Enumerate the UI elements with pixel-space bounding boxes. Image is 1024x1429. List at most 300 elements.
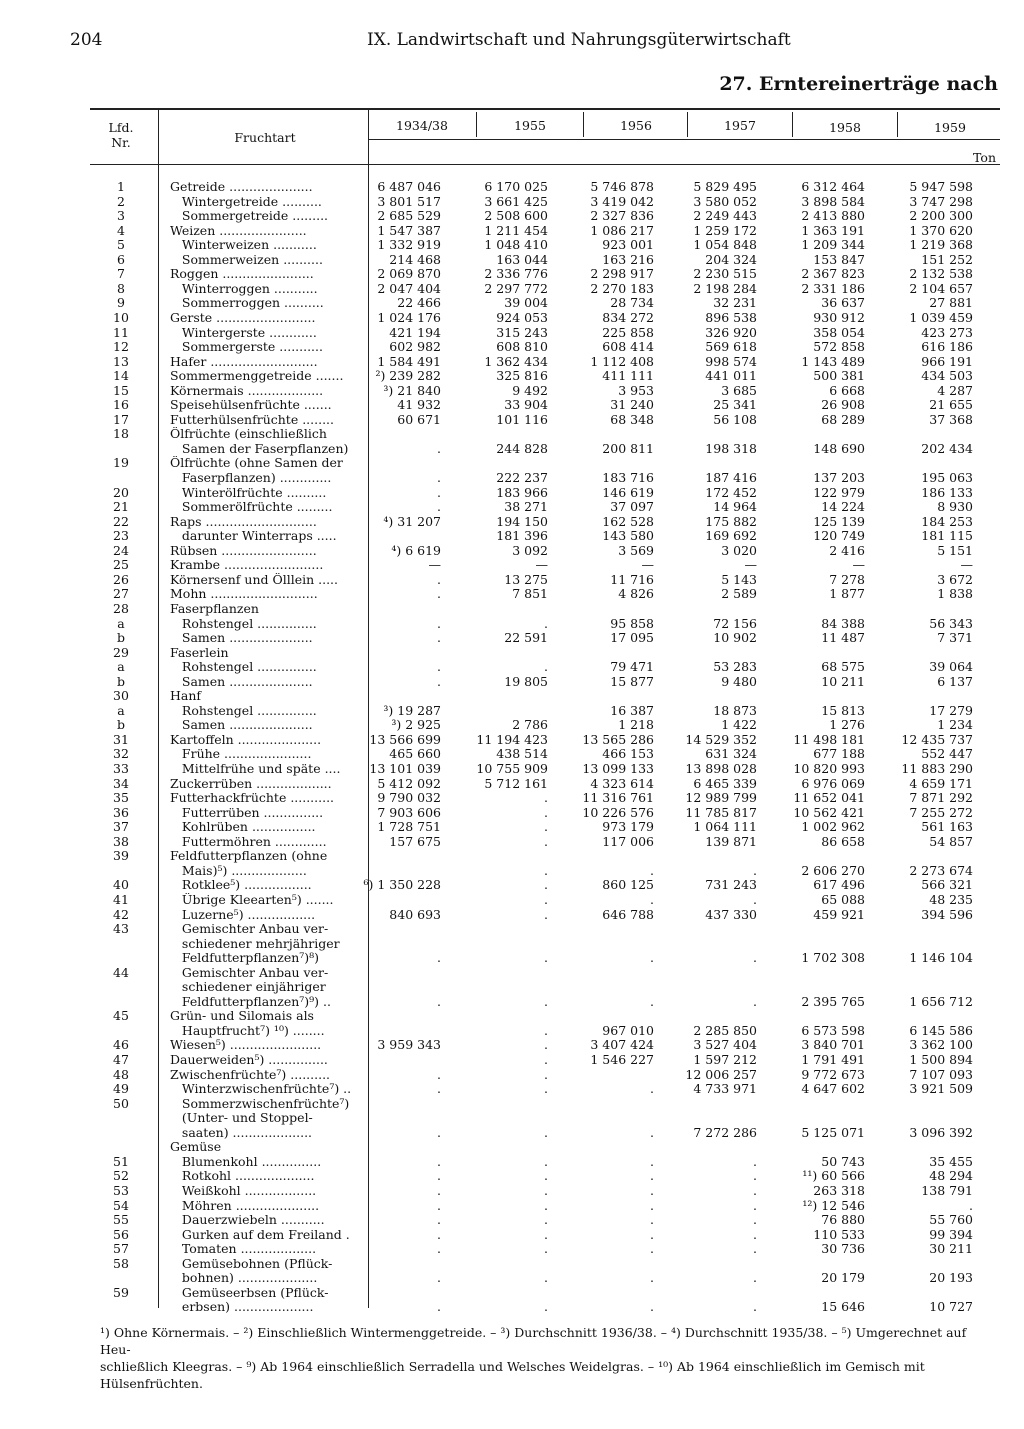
- page-number: 204: [70, 30, 103, 50]
- value-cell: 10 562 421: [793, 804, 865, 820]
- value-cell: .: [544, 950, 548, 966]
- value-cell: 175 882: [705, 513, 757, 529]
- value-cell: 1 838: [937, 586, 973, 602]
- value-cell: 5 125 071: [801, 1124, 865, 1140]
- crop-label: Faserpflanzen) .............: [170, 471, 332, 485]
- value-cell: 4 647 602: [801, 1081, 865, 1097]
- value-cell: 6 137: [937, 673, 973, 689]
- col-rule-2: [583, 112, 584, 137]
- value-cell: .: [753, 1182, 757, 1198]
- value-cell: 25 341: [713, 397, 757, 413]
- value-cell: .: [753, 950, 757, 966]
- value-cell: 79 471: [610, 659, 654, 675]
- value-cell: 7 107 093: [909, 1066, 973, 1082]
- value-cell: 4 826: [618, 586, 654, 602]
- value-cell: 11 652 041: [793, 790, 865, 806]
- value-cell: .: [437, 484, 441, 500]
- value-cell: .: [544, 659, 548, 675]
- value-cell: 552 447: [921, 746, 973, 762]
- value-cell: 13 565 286: [582, 731, 654, 747]
- value-cell: 99 394: [929, 1226, 973, 1242]
- value-cell: .: [437, 1241, 441, 1257]
- value-cell: 12 989 799: [685, 790, 757, 806]
- value-cell: .: [437, 1270, 441, 1286]
- value-cell: 13 898 028: [685, 761, 757, 776]
- value-cell: 172 452: [705, 484, 757, 500]
- value-cell: 14 224: [821, 499, 865, 515]
- value-cell: 37 368: [929, 411, 973, 427]
- value-cell: 202 434: [921, 440, 973, 456]
- value-cell: .: [437, 1124, 441, 1140]
- value-cell: 9 480: [721, 673, 757, 689]
- value-cell: 973 179: [602, 819, 654, 835]
- value-cell: 143 580: [602, 528, 654, 544]
- crop-label: Rotklee⁵) .................: [170, 878, 312, 893]
- value-cell: 3 685: [721, 382, 757, 398]
- crop-label: Mais)⁵) ...................: [170, 863, 307, 878]
- value-cell: 2 685 529: [377, 208, 441, 224]
- row-number: 38: [113, 833, 129, 849]
- value-cell: 1 002 962: [801, 819, 865, 835]
- value-cell: .: [437, 1212, 441, 1228]
- value-cell: .: [437, 1182, 441, 1198]
- value-cell: 4 323 614: [590, 775, 654, 791]
- value-cell: .: [544, 1241, 548, 1257]
- value-cell: 616 186: [921, 339, 973, 355]
- value-cell: 7 903 606: [377, 804, 441, 820]
- row-number: 47: [113, 1052, 129, 1067]
- value-cell: 3 407 424: [590, 1037, 654, 1053]
- crop-label: Hanf: [170, 689, 202, 704]
- value-cell: 56 343: [929, 615, 973, 631]
- row-number: 40: [113, 877, 129, 893]
- crop-label: Blumenkohl ...............: [170, 1154, 322, 1169]
- value-cell: 6 976 069: [801, 775, 865, 791]
- crop-label: Tomaten ...................: [170, 1242, 317, 1257]
- value-cell: 15 646: [821, 1299, 865, 1315]
- value-cell: 48 294: [929, 1168, 973, 1184]
- value-cell: 1 728 751: [377, 819, 441, 835]
- value-cell: 9 492: [512, 382, 548, 398]
- value-cell: 10 211: [821, 673, 865, 689]
- crop-label: Faserlein: [170, 645, 229, 660]
- table-title: 27. Erntereinerträge nach: [719, 73, 998, 95]
- value-cell: 225 858: [602, 324, 654, 340]
- crop-label: Rohstengel ...............: [170, 703, 317, 718]
- value-cell: 18 873: [713, 702, 757, 718]
- value-cell: 11 316 761: [582, 790, 654, 806]
- row-number: 27: [113, 586, 129, 602]
- crop-label: Ölfrüchte (einschließlich: [170, 427, 327, 442]
- value-cell: 198 318: [705, 440, 757, 456]
- crop-label: Mohn ...........................: [170, 587, 318, 602]
- value-cell: 1 219 368: [909, 237, 973, 253]
- value-cell: 2 198 284: [693, 280, 757, 296]
- value-cell: 54 857: [929, 833, 973, 849]
- row-number: 49: [113, 1081, 129, 1097]
- value-cell: 10 820 993: [793, 761, 865, 776]
- header-bottom-rule: [90, 164, 1000, 165]
- value-cell: —: [428, 557, 441, 573]
- crop-label: Sommerzwischenfrüchte⁷): [170, 1096, 350, 1111]
- value-cell: .: [650, 1081, 654, 1097]
- crop-label: Übrige Kleearten⁵) .......: [170, 892, 334, 907]
- value-cell: ¹²) 12 546: [802, 1197, 865, 1213]
- crop-label: Körnersenf und Ölllein .....: [170, 572, 338, 587]
- value-cell: 4 733 971: [693, 1081, 757, 1097]
- value-cell: 608 810: [496, 339, 548, 355]
- value-cell: 21 655: [929, 397, 973, 413]
- value-cell: 187 416: [705, 470, 757, 485]
- crop-label: Feldfutterpflanzen⁷)⁸): [170, 951, 320, 966]
- crop-label: Roggen .......................: [170, 267, 314, 282]
- value-cell: 7 272 286: [693, 1124, 757, 1140]
- value-cell: 26 908: [821, 397, 865, 413]
- value-cell: .: [437, 440, 441, 456]
- value-cell: ³) 21 840: [383, 382, 441, 398]
- row-number: 1: [117, 179, 125, 194]
- value-cell: 5 412 092: [377, 775, 441, 791]
- value-cell: 2 104 657: [909, 280, 973, 296]
- value-cell: 5 712 161: [484, 775, 548, 791]
- value-cell: 3 921 509: [909, 1081, 973, 1097]
- row-number: 21: [113, 499, 129, 515]
- value-cell: ⁴) 6 619: [391, 542, 441, 558]
- value-cell: 608 414: [602, 339, 654, 355]
- value-cell: 2 416: [829, 542, 865, 558]
- crop-label: Kohlrüben ................: [170, 820, 316, 835]
- row-number: 11: [113, 324, 129, 340]
- value-cell: .: [544, 877, 548, 893]
- row-number: 50: [113, 1095, 129, 1111]
- value-cell: 1 362 434: [484, 353, 548, 369]
- crop-label: Sommergetreide .........: [170, 209, 329, 224]
- crop-label: Feldfutterpflanzen⁷)⁹) ..: [170, 994, 331, 1009]
- value-cell: .: [544, 1182, 548, 1198]
- value-cell: 1 584 491: [377, 353, 441, 369]
- value-cell: .: [544, 862, 548, 878]
- row-number: 10: [113, 309, 129, 325]
- value-cell: 1 209 344: [801, 237, 865, 253]
- value-cell: 39 064: [929, 659, 973, 675]
- value-cell: 151 252: [921, 251, 973, 267]
- value-cell: 437 330: [705, 906, 757, 922]
- crop-label: Ölfrüchte (ohne Samen der: [170, 456, 343, 471]
- value-cell: 6 312 464: [801, 179, 865, 194]
- value-cell: 2 327 836: [590, 208, 654, 224]
- row-number: 6: [117, 251, 125, 267]
- value-cell: 2 200 300: [909, 208, 973, 224]
- crop-label: Samen .....................: [170, 718, 313, 733]
- value-cell: 11 194 423: [476, 731, 548, 747]
- value-cell: 163 216: [602, 251, 654, 267]
- value-cell: 572 858: [813, 339, 865, 355]
- value-cell: .: [437, 499, 441, 515]
- value-cell: 10 755 909: [476, 761, 548, 776]
- value-cell: .: [437, 673, 441, 689]
- value-cell: 15 877: [610, 673, 654, 689]
- crop-label: Rohstengel ...............: [170, 616, 317, 631]
- value-cell: 3 898 584: [801, 193, 865, 209]
- row-number: 36: [113, 804, 129, 820]
- value-cell: 966 191: [921, 353, 973, 369]
- value-cell: 50 743: [821, 1153, 865, 1169]
- value-cell: 1 218: [618, 717, 654, 733]
- value-cell: 1 234: [937, 717, 973, 733]
- value-cell: 2 589: [721, 586, 757, 602]
- value-cell: 569 618: [705, 339, 757, 355]
- row-number: 12: [113, 339, 129, 355]
- row-number: 56: [113, 1226, 129, 1242]
- value-cell: 2 413 880: [801, 208, 865, 224]
- value-cell: 122 979: [813, 484, 865, 500]
- value-cell: 7 851: [512, 586, 548, 602]
- value-cell: 17 279: [929, 702, 973, 718]
- crop-label: Gemüsebohnen (Pflück-: [170, 1256, 333, 1271]
- value-cell: 195 063: [921, 470, 973, 485]
- value-cell: 8 930: [937, 499, 973, 515]
- value-cell: 466 153: [602, 746, 654, 762]
- value-cell: 9 790 032: [377, 790, 441, 806]
- crop-label: Zwischenfrüchte⁷) ..........: [170, 1067, 331, 1082]
- value-cell: 677 188: [813, 746, 865, 762]
- value-cell: 76 880: [821, 1212, 865, 1228]
- value-cell: 315 243: [496, 324, 548, 340]
- value-cell: .: [650, 1197, 654, 1213]
- header-year-4: 1957: [724, 118, 756, 133]
- crop-label: schiedener mehrjähriger: [170, 936, 340, 951]
- row-number: 28: [113, 600, 129, 616]
- value-cell: .: [544, 790, 548, 806]
- value-cell: .: [650, 1226, 654, 1242]
- crop-label: Samen der Faserpflanzen): [170, 441, 349, 456]
- header-year-3: 1956: [620, 118, 652, 133]
- value-cell: 2 047 404: [377, 280, 441, 296]
- value-cell: 5 829 495: [693, 179, 757, 194]
- value-cell: 183 716: [602, 470, 654, 485]
- value-cell: .: [650, 1124, 654, 1140]
- value-cell: 5 151: [937, 542, 973, 558]
- value-cell: 11 498 181: [793, 731, 865, 747]
- col-rule-1: [476, 112, 477, 137]
- crop-label: Getreide .....................: [170, 180, 313, 194]
- value-cell: 2 069 870: [377, 266, 441, 282]
- value-cell: 7 871 292: [909, 790, 973, 806]
- value-cell: 2 331 186: [801, 280, 865, 296]
- value-cell: 6 668: [829, 382, 865, 398]
- crop-label: Winterzwischenfrüchte⁷) ..: [170, 1082, 352, 1097]
- row-number: a: [117, 659, 125, 675]
- value-cell: 465 660: [389, 746, 441, 762]
- value-cell: 48 235: [929, 891, 973, 907]
- crop-label: Weißkohl ..................: [170, 1183, 317, 1198]
- value-cell: 13 099 133: [582, 761, 654, 776]
- crop-label: Sommergerste ...........: [170, 340, 323, 355]
- value-cell: .: [753, 1197, 757, 1213]
- crop-label: Möhren .....................: [170, 1198, 320, 1213]
- value-cell: ⁴) 31 207: [383, 513, 441, 529]
- row-number: b: [116, 630, 125, 646]
- value-cell: 924 053: [496, 309, 548, 325]
- row-number: 59: [113, 1284, 129, 1300]
- row-number: 41: [113, 891, 129, 907]
- col-rule-4: [792, 112, 793, 137]
- value-cell: 84 388: [821, 615, 865, 631]
- value-cell: 38 271: [504, 499, 548, 515]
- value-cell: 2 132 538: [909, 266, 973, 282]
- value-cell: 1 112 408: [590, 353, 654, 369]
- value-cell: 13 275: [504, 571, 548, 587]
- header-year-5: 1958: [829, 120, 861, 135]
- crop-label: Mittelfrühe und späte ....: [170, 762, 341, 776]
- crop-label: Futterhackfrüchte ...........: [170, 791, 335, 806]
- value-cell: 3 801 517: [377, 193, 441, 209]
- row-number: 45: [113, 1008, 129, 1024]
- value-cell: 1 332 919: [377, 237, 441, 253]
- value-cell: 11 716: [610, 571, 654, 587]
- value-cell: 14 529 352: [685, 731, 757, 747]
- value-cell: —: [960, 557, 973, 573]
- value-cell: 11 883 290: [901, 761, 973, 776]
- header-year-1: 1934/38: [396, 118, 448, 133]
- value-cell: 325 816: [496, 368, 548, 384]
- value-cell: 1 039 459: [909, 309, 973, 325]
- value-cell: .: [753, 1153, 757, 1169]
- value-cell: 204 324: [705, 251, 757, 267]
- value-cell: 95 858: [610, 615, 654, 631]
- crop-label: Rotkohl ....................: [170, 1169, 315, 1184]
- value-cell: .: [650, 1241, 654, 1257]
- value-cell: —: [852, 557, 865, 573]
- value-cell: 125 139: [813, 513, 865, 529]
- crop-label: Sommermenggetreide .......: [170, 369, 344, 384]
- value-cell: 3 092: [512, 542, 548, 558]
- row-number: 35: [113, 790, 129, 806]
- row-number: a: [117, 702, 125, 718]
- value-cell: .: [544, 1081, 548, 1097]
- value-cell: 1 877: [829, 586, 865, 602]
- value-cell: 7 278: [829, 571, 865, 587]
- value-cell: 1 146 104: [909, 950, 973, 966]
- value-cell: 138 791: [921, 1182, 973, 1198]
- value-cell: 358 054: [813, 324, 865, 340]
- value-cell: .: [437, 1226, 441, 1242]
- value-cell: 20 179: [821, 1270, 865, 1286]
- value-cell: 1 064 111: [693, 819, 757, 835]
- crop-label: Feldfutterpflanzen (ohne: [170, 849, 328, 864]
- value-cell: 6 145 586: [909, 1022, 973, 1038]
- value-cell: .: [544, 819, 548, 835]
- value-cell: 86 658: [821, 833, 865, 849]
- value-cell: 22 466: [397, 295, 441, 311]
- row-number: 51: [113, 1153, 129, 1169]
- value-cell: .: [544, 1212, 548, 1228]
- col-rule-3: [687, 112, 688, 137]
- value-cell: 2 606 270: [801, 862, 865, 878]
- value-cell: .: [437, 630, 441, 646]
- value-cell: 30 736: [821, 1241, 865, 1257]
- chapter-heading: IX. Landwirtschaft und Nahrungsgüterwirtschaft: [367, 30, 791, 50]
- row-number: 3: [117, 208, 125, 224]
- row-number: 5: [117, 237, 125, 253]
- row-number: 39: [113, 848, 129, 864]
- value-cell: 2 297 772: [484, 280, 548, 296]
- value-cell: 998 574: [705, 353, 757, 369]
- value-cell: 500 381: [813, 368, 865, 384]
- value-cell: 1 211 454: [484, 222, 548, 238]
- value-cell: 1 024 176: [377, 309, 441, 325]
- value-cell: .: [437, 1299, 441, 1315]
- value-cell: 561 163: [921, 819, 973, 835]
- crop-label: Samen .....................: [170, 631, 313, 646]
- value-cell: 157 675: [389, 833, 441, 849]
- value-cell: 2 786: [512, 717, 548, 733]
- value-cell: .: [544, 1168, 548, 1184]
- crop-label: Krambe .........................: [170, 558, 324, 573]
- value-cell: .: [544, 906, 548, 922]
- value-cell: 6 487 046: [377, 179, 441, 194]
- value-cell: 7 255 272: [909, 804, 973, 820]
- value-cell: .: [544, 1124, 548, 1140]
- value-cell: 459 921: [813, 906, 865, 922]
- value-cell: ⁶) 1 350 228: [363, 877, 441, 893]
- value-cell: .: [753, 1168, 757, 1184]
- value-cell: 423 273: [921, 324, 973, 340]
- value-cell: .: [753, 1299, 757, 1315]
- header-year-6: 1959: [934, 120, 966, 135]
- value-cell: .: [650, 1153, 654, 1169]
- value-cell: 222 237: [496, 470, 548, 485]
- value-cell: 39 004: [504, 295, 548, 311]
- row-number: 54: [113, 1197, 129, 1213]
- value-cell: 421 194: [389, 324, 441, 340]
- value-cell: 153 847: [813, 251, 865, 267]
- value-cell: 2 336 776: [484, 266, 548, 282]
- value-cell: 11 785 817: [685, 804, 757, 820]
- value-cell: .: [544, 1270, 548, 1286]
- value-cell: 31 240: [610, 397, 654, 413]
- value-cell: 41 932: [397, 397, 441, 413]
- crop-label: Kartoffeln .....................: [170, 732, 322, 747]
- value-cell: 10 902: [713, 630, 757, 646]
- value-cell: 860 125: [602, 877, 654, 893]
- value-cell: 3 672: [937, 571, 973, 587]
- value-cell: 731 243: [705, 877, 757, 893]
- footnote-line-2: schließlich Kleegras. – ⁹) Ab 1964 einschließlich Serradella und Welsches Weidelgras. – ¹⁰) Ab 1964 einschließlich im Gemisch mit Hülsenfrüchten.: [100, 1359, 925, 1391]
- value-cell: 65 088: [821, 891, 865, 907]
- value-cell: .: [437, 586, 441, 602]
- value-cell: 1 259 172: [693, 222, 757, 238]
- value-cell: 13 566 699: [369, 731, 441, 747]
- value-cell: 2 249 443: [693, 208, 757, 224]
- crop-label: Hafer ...........................: [170, 354, 318, 369]
- value-cell: —: [744, 557, 757, 573]
- footnotes: [100, 1324, 1000, 1392]
- value-cell: 5 746 878: [590, 179, 654, 194]
- value-cell: 162 528: [602, 513, 654, 529]
- value-cell: 101 116: [496, 411, 548, 427]
- value-cell: 3 953: [618, 382, 654, 398]
- value-cell: .: [437, 1153, 441, 1169]
- value-cell: .: [753, 862, 757, 878]
- crop-label: erbsen) ....................: [170, 1300, 314, 1315]
- row-number: 24: [113, 542, 129, 558]
- value-cell: 184 253: [921, 513, 973, 529]
- crop-label: Dauerzwiebeln ...........: [170, 1213, 325, 1228]
- value-cell: —: [641, 557, 654, 573]
- value-cell: ¹¹) 60 566: [802, 1168, 865, 1184]
- value-cell: 183 966: [496, 484, 548, 500]
